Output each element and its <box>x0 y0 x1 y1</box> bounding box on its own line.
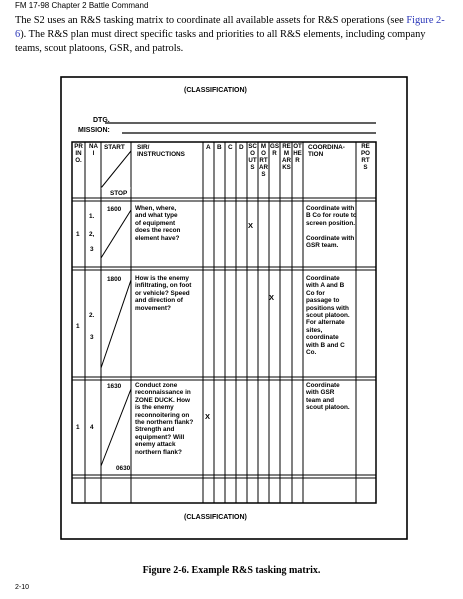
header-nai: NAI <box>89 143 98 157</box>
row2-gsr-mark: X <box>269 293 275 302</box>
header-gsr: GSR <box>270 143 279 157</box>
rs-tasking-matrix <box>60 76 408 540</box>
header-a: A <box>206 144 211 151</box>
figure-caption: Figure 2-6. Example R&S tasking matrix. <box>142 565 321 576</box>
header-c: C <box>228 144 233 151</box>
classification-top: (CLASSIFICATION) <box>184 87 247 94</box>
header-mortars: MORTARS <box>259 143 268 178</box>
row1-start: 1600 <box>107 206 122 213</box>
row3-start: 1630 <box>107 383 122 390</box>
row2-start: 1800 <box>107 276 122 283</box>
figure-link[interactable]: Figure 2-6 <box>15 15 445 40</box>
row1-scouts-mark: X <box>248 221 254 230</box>
row1-nai-3: 3 <box>90 246 94 253</box>
row1-sir: When, where, and what type of equipment does the recon element have? <box>135 205 181 242</box>
header-stop: STOP <box>110 190 128 197</box>
header-b: B <box>217 144 222 151</box>
header-remarks: REMARKS <box>282 143 291 171</box>
header-sir-instructions: SIR/ INSTRUCTIONS <box>137 144 185 159</box>
row2-priority: 1 <box>76 323 80 330</box>
header-coordination: COORDINA- TION <box>308 144 345 159</box>
intro-paragraph <box>15 14 451 56</box>
header-reports: REPORTS <box>361 143 370 171</box>
page-header: FM 17-98 Chapter 2 Battle Command <box>15 1 149 10</box>
row2-nai-2: 3 <box>90 334 94 341</box>
row2-coordination: Coordinate with A and B Co for passage to positions with scout platoon. For alternate sites, coordinate with B and C Co. <box>306 275 350 357</box>
header-scouts: SCOUTS <box>248 143 257 171</box>
classification-bottom: (CLASSIFICATION) <box>184 514 247 521</box>
row3-nai: 4 <box>90 424 94 431</box>
header-start: START <box>104 144 125 151</box>
intro-text-after: ). The R&S plan must direct specific tasks and priorities to all R&S elements, including company teams, scout platoons, GSR, and patrols. <box>15 29 426 54</box>
row2-nai-1: 2. <box>89 312 95 319</box>
row1-nai-2: 2, <box>89 231 95 238</box>
row3-a-mark: X <box>205 412 211 421</box>
row1-priority: 1 <box>76 231 80 238</box>
page-number: 2-10 <box>15 584 30 591</box>
dtg-label: DTG. <box>93 117 110 124</box>
row1-coordination: Coordinate with B Co for route to screen position. Coordinate with GSR team. <box>306 205 357 250</box>
header-other: OTHER <box>293 143 302 164</box>
row3-priority: 1 <box>76 424 80 431</box>
intro-text-before: The S2 uses an R&S tasking matrix to coordinate all available assets for R&S operations (see <box>15 15 407 26</box>
header-prino: PRINO. <box>74 143 83 164</box>
row2-sir: How is the enemy infiltrating, on foot or vehicle? Speed and direction of movement? <box>135 275 192 312</box>
row3-stop: 0630 <box>116 465 131 472</box>
row3-coordination: Coordinate with GSR team and scout platoon. <box>306 382 350 412</box>
mission-label: MISSION: <box>78 127 110 134</box>
row1-nai-1: 1. <box>89 213 95 220</box>
row3-sir: Conduct zone reconnaissance in ZONE DUCK. How is the enemy reconnoitering on the northern flank? Strength and equipment? Will enemy attack northern flank? <box>135 382 194 456</box>
header-d: D <box>239 144 244 151</box>
